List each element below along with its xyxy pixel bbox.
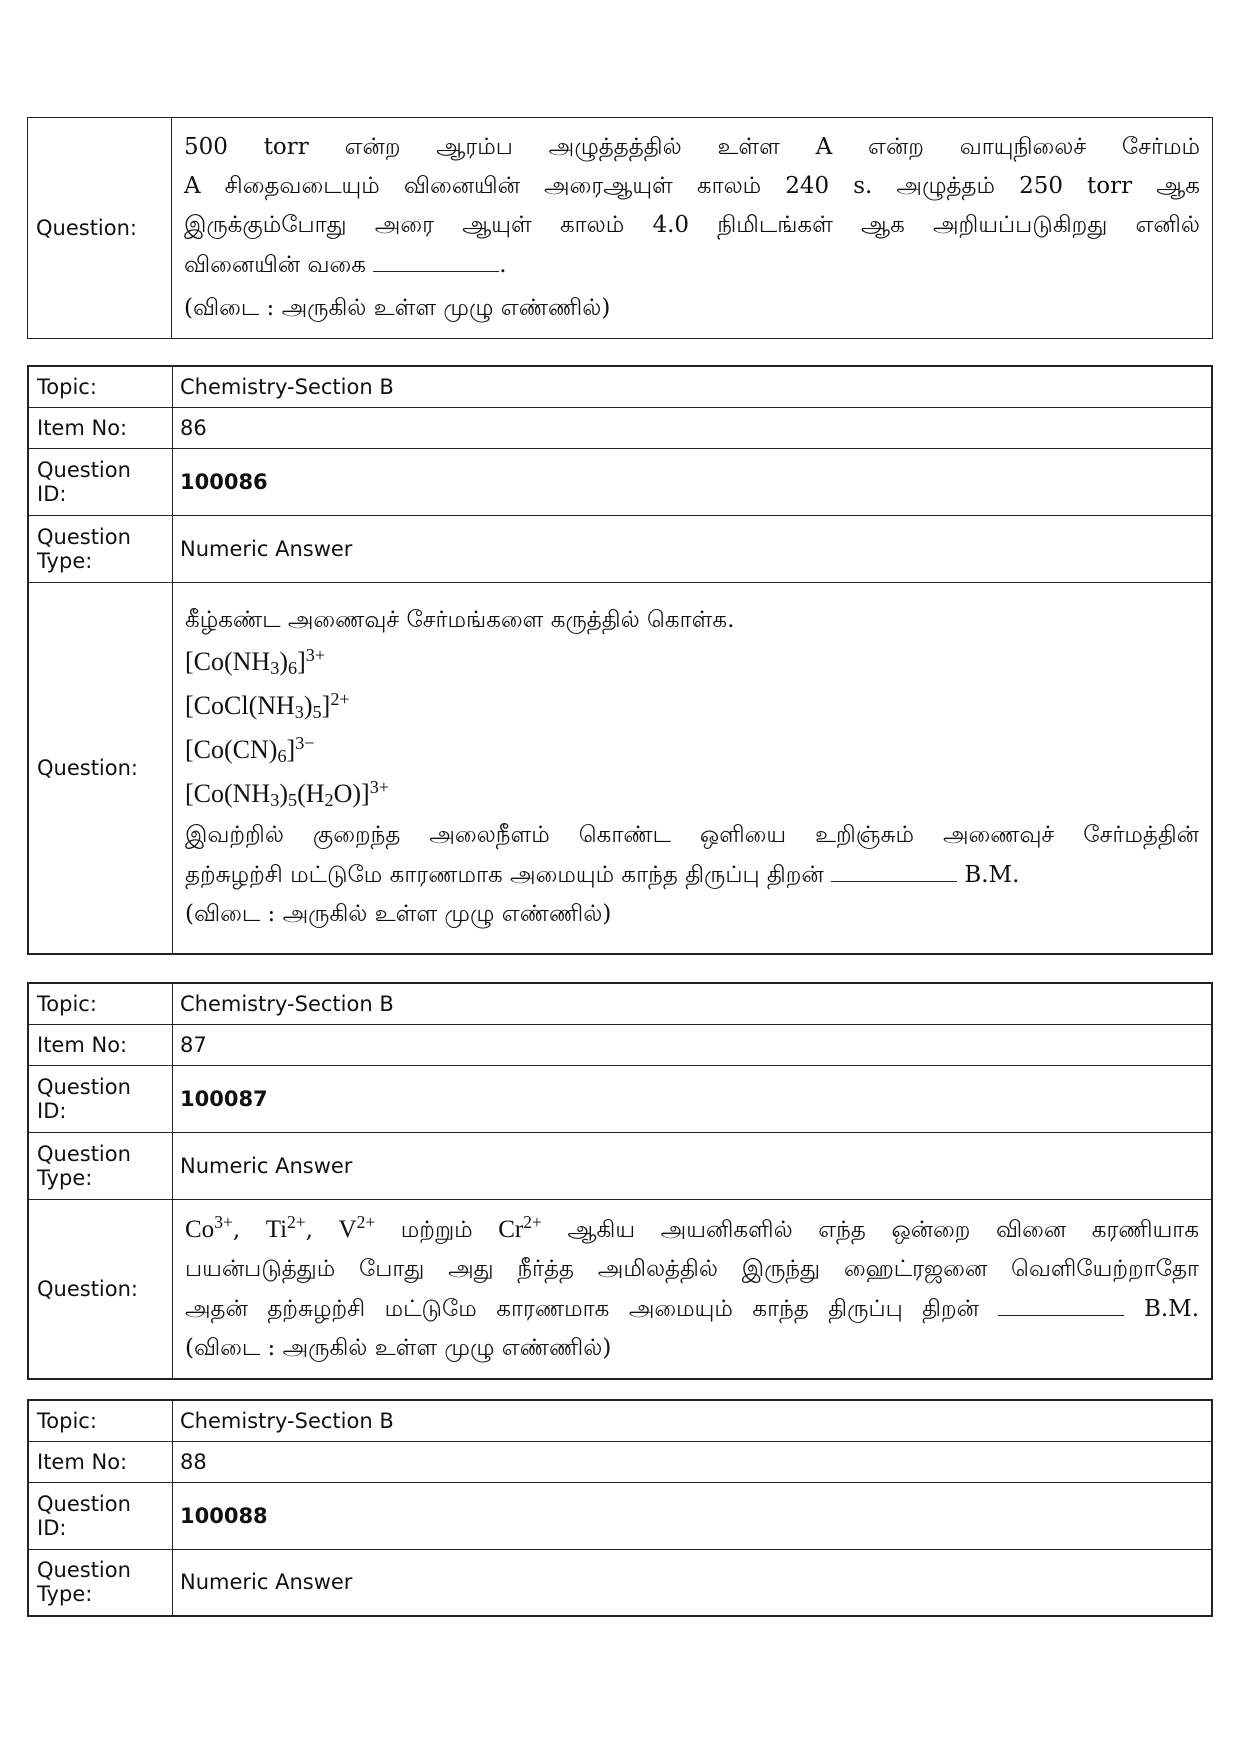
topic-label: Topic: (28, 1400, 173, 1441)
topic-value: Chemistry-Section B (173, 366, 1213, 407)
conjunction: மற்றும் (400, 1216, 473, 1243)
item-86-table (27, 365, 1213, 955)
question-line (185, 1289, 1199, 1329)
question-line-text: வினையின் வகை (184, 252, 366, 278)
question-line: A சிதைவடையும் வினையின் அரைஆயுள் காலம் 240 s. அழுத்தம் 250 torr ஆக (184, 173, 1200, 199)
item-no-value: 86 (173, 407, 1213, 448)
question-line (185, 855, 1199, 895)
topic-label: Topic: (28, 983, 173, 1024)
item-no-label: Item No: (28, 1441, 173, 1482)
question-line: பயன்படுத்தும் போது அது நீர்த்த அமிலத்தில் இருந்து ஹைட்ரஜனை வெளியேற்றாதோ (185, 1255, 1199, 1282)
question-line-text: அதன் தற்சுழற்சி மட்டுமே காரணமாக அமையும் காந்த திருப்பு திறன் (185, 1295, 979, 1322)
formula: $[Co(NH_3)_5(H_2O)]^{3+}$ (185, 777, 390, 811)
answer-blank (373, 245, 499, 272)
ion: $Cr^{2+}$ (498, 1211, 542, 1243)
question-id-label: Question ID: (28, 448, 173, 515)
question-id-value: 100086 (173, 448, 1213, 515)
question-type-label: Question Type: (28, 1132, 173, 1199)
question-id-label: Question ID: (28, 1482, 173, 1549)
question-line: $Co^{3+}$, $Ti^{2+}$, $V^{2+}$ மற்றும் $Cr^{2+}$ ஆகிய அயனிகளில் எந்த ஒன்றை வினை கரணியாக (185, 1211, 1200, 1243)
question-line-end: . (499, 252, 507, 278)
formula: $[Co(CN)_6]^{3-}$ (185, 733, 315, 767)
answer-note: (விடை : அருகில் உள்ள முழு எண்ணில்) (185, 901, 612, 928)
question-label: Question: (28, 582, 173, 954)
item-88-table (27, 1399, 1213, 1617)
question-type-value: Numeric Answer (173, 515, 1213, 582)
topic-value: Chemistry-Section B (173, 983, 1213, 1024)
item-no-value: 87 (173, 1024, 1213, 1065)
item-no-label: Item No: (28, 1024, 173, 1065)
question-intro: கீழ்கண்ட அணைவுச் சேர்மங்களை கருத்தில் கொள்க. (185, 607, 735, 634)
question-id-label: Question ID: (28, 1065, 173, 1132)
question-line-text: தற்சுழற்சி மட்டுமே காரணமாக அமையும் காந்த திருப்பு திறன் (185, 862, 824, 889)
unit: B.M. (1143, 1295, 1200, 1322)
question-block-prev (27, 117, 1213, 339)
question-line: 500 torr என்ற ஆரம்ப அழுத்தத்தில் உள்ள A என்ற வாயுநிலைச் சேர்மம் (184, 134, 1200, 160)
question-line: இவற்றில் குறைந்த அலைநீளம் கொண்ட ஒளியை உறிஞ்சும் அணைவுச் சேர்மத்தின் (185, 822, 1199, 849)
question-text (172, 118, 1213, 339)
topic-value: Chemistry-Section B (173, 1400, 1213, 1441)
formula: $[Co(NH_3)_6]^{3+}$ (185, 645, 326, 679)
question-id-value: 100087 (173, 1065, 1213, 1132)
question-text (173, 1199, 1213, 1379)
item-87-table (27, 982, 1213, 1380)
answer-note: (விடை : அருகில் உள்ள முழு எண்ணில்) (184, 295, 611, 321)
question-line (184, 245, 1200, 285)
answer-blank (831, 855, 957, 882)
question-id-value: 100088 (173, 1482, 1213, 1549)
question-type-label: Question Type: (28, 1549, 173, 1616)
topic-label: Topic: (28, 366, 173, 407)
ion: $Co^{3+}$ (185, 1211, 233, 1243)
question-text (173, 582, 1213, 954)
item-no-value: 88 (173, 1441, 1213, 1482)
unit: B.M. (964, 862, 1020, 889)
question-type-label: Question Type: (28, 515, 173, 582)
question-type-value: Numeric Answer (173, 1132, 1213, 1199)
answer-blank (998, 1289, 1124, 1316)
question-line: இருக்கும்போது அரை ஆயுள் காலம் 4.0 நிமிடங்கள் ஆக அறியப்படுகிறது எனில் (184, 212, 1200, 238)
question-line-text: ஆகிய அயனிகளில் எந்த ஒன்றை வினை கரணியாக (567, 1216, 1200, 1243)
ion: $Ti^{2+}$ (265, 1211, 306, 1243)
formula: $[CoCl(NH_3)_5]^{2+}$ (185, 689, 350, 723)
question-label: Question: (28, 1199, 173, 1379)
question-label: Question: (28, 118, 172, 339)
item-no-label: Item No: (28, 407, 173, 448)
answer-note: (விடை : அருகில் உள்ள முழு எண்ணில்) (185, 1334, 612, 1361)
ion: $V^{2+}$ (338, 1211, 376, 1243)
question-type-value: Numeric Answer (173, 1549, 1213, 1616)
